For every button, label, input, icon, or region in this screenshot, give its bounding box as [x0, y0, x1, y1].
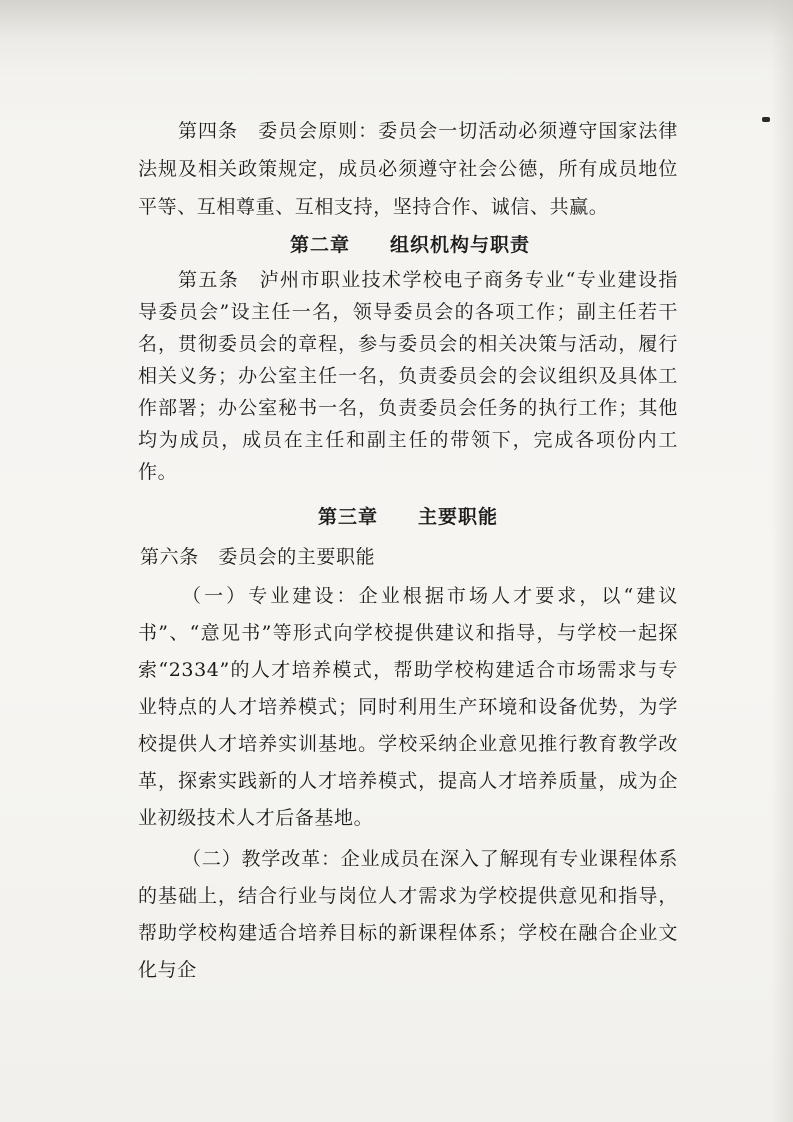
item-1-professional-construction: （一）专业建设：企业根据市场人才要求，以“建议书”、“意见书”等形式向学校提供建议和指导，与学校一起探索“2334”的人才培养模式，帮助学校构建适合市场需求与专业特点的人才培养模式；同时利用生产环境和设备优势，为学校提供人才培养实训基地。学校采纳企业意见推行教育教学改革，探索实践新的人才培养模式，提高人才培养质量，成为企业初级技术人才后备基地。 — [138, 585, 678, 829]
chapter-3-heading — [138, 498, 678, 536]
article-5: 第五条 泸州市职业技术学校电子商务专业“专业建设指导委员会”设主任一名，领导委员会的各项工作；副主任若干名，贯彻委员会的章程，参与委员会的相关决策与活动，履行相关义务；办公室主任一名，负责委员会的会议组织及具体工作部署；办公室秘书一名，负责委员会任务的执行工作；其他均为成员，成员在主任和副主任的带领下，完成各项份内工作。 — [138, 269, 678, 483]
chapter-2-number: 第二章 — [290, 234, 351, 256]
chapter-3-number: 第三章 — [318, 506, 379, 528]
scan-shadow-top — [0, 0, 793, 70]
document-body — [138, 112, 678, 989]
scan-shadow-right — [771, 0, 793, 1122]
item-2-teaching-reform: （二）教学改革：企业成员在深入了解现有专业课程体系的基础上，结合行业与岗位人才需求为学校提供意见和指导，帮助学校构建适合培养目标的新课程体系；学校在融合企业文化与企 — [138, 848, 678, 981]
ink-mark — [762, 117, 770, 122]
chapter-2-title: 组织机构与职责 — [390, 234, 531, 256]
chapter-3-title: 主要职能 — [418, 506, 499, 528]
article-4: 第四条 委员会原则：委员会一切活动必须遵守国家法律法规及相关政策规定，成员必须遵守社会公德，所有成员地位平等、互相尊重、互相支持，坚持合作、诚信、共赢。 — [138, 120, 678, 218]
article-6: 第六条 委员会的主要职能 — [140, 546, 376, 568]
chapter-2-heading — [138, 226, 678, 264]
